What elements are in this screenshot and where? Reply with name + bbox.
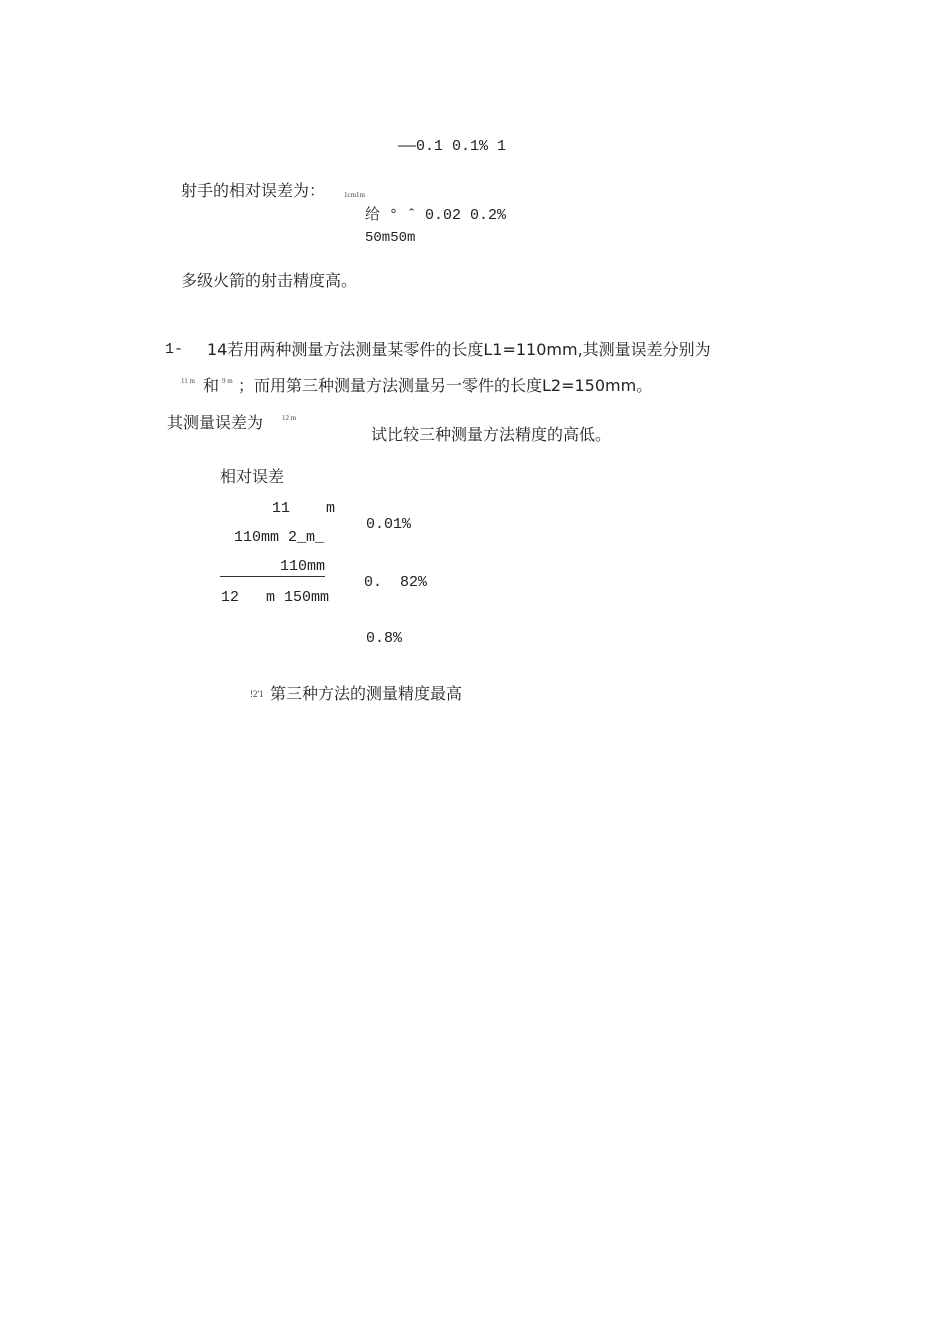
problem-sup-9m: 9 m — [222, 377, 233, 385]
calc-row-3: 110mm — [280, 558, 326, 575]
problem-and: 和 — [203, 376, 220, 395]
rocket-conclusion: 多级火箭的射击精度高。 — [181, 271, 358, 290]
problem-number: 1- — [165, 341, 184, 358]
result-1: 0.01% — [366, 516, 412, 533]
shooter-fraction-bottom: 50m50m — [365, 230, 416, 246]
result-3: 0.8% — [366, 630, 403, 647]
problem-line-3-b: 试比较三种测量方法精度的高低。 — [371, 425, 612, 444]
top-formula: ——0.1 0.1% 1 — [398, 138, 507, 155]
result-2: 0. 82% — [364, 574, 428, 591]
calc-row-1: 11 m — [272, 500, 336, 517]
problem-line-1: 14若用两种测量方法测量某零件的长度L1=110mm,其测量误差分别为 — [207, 340, 711, 359]
problem-sup-11m: 11 m — [181, 377, 195, 385]
calc-row-2: 110mm 2_m_ — [234, 529, 325, 546]
problem-line-2: ；而用第三种测量方法测量另一零件的长度L2=150mm。 — [238, 376, 653, 395]
shooter-relative-error-label: 射手的相对误差为： — [181, 181, 326, 200]
problem-line-3-a: 其测量误差为 — [167, 413, 264, 432]
relative-error-heading: 相对误差 — [220, 467, 285, 486]
final-prefix: !2'1 — [250, 689, 264, 699]
shooter-fraction-top: 给 ° ˆ 0.02 0.2% — [365, 207, 507, 224]
calc-row-4: 12 m 150mm — [221, 589, 330, 606]
final-conclusion: 第三种方法的测量精度最高 — [270, 684, 463, 703]
problem-sup-12m: 12 m — [282, 414, 297, 422]
shooter-superscript: 1cm1m — [344, 191, 365, 199]
fraction-line — [220, 576, 325, 577]
